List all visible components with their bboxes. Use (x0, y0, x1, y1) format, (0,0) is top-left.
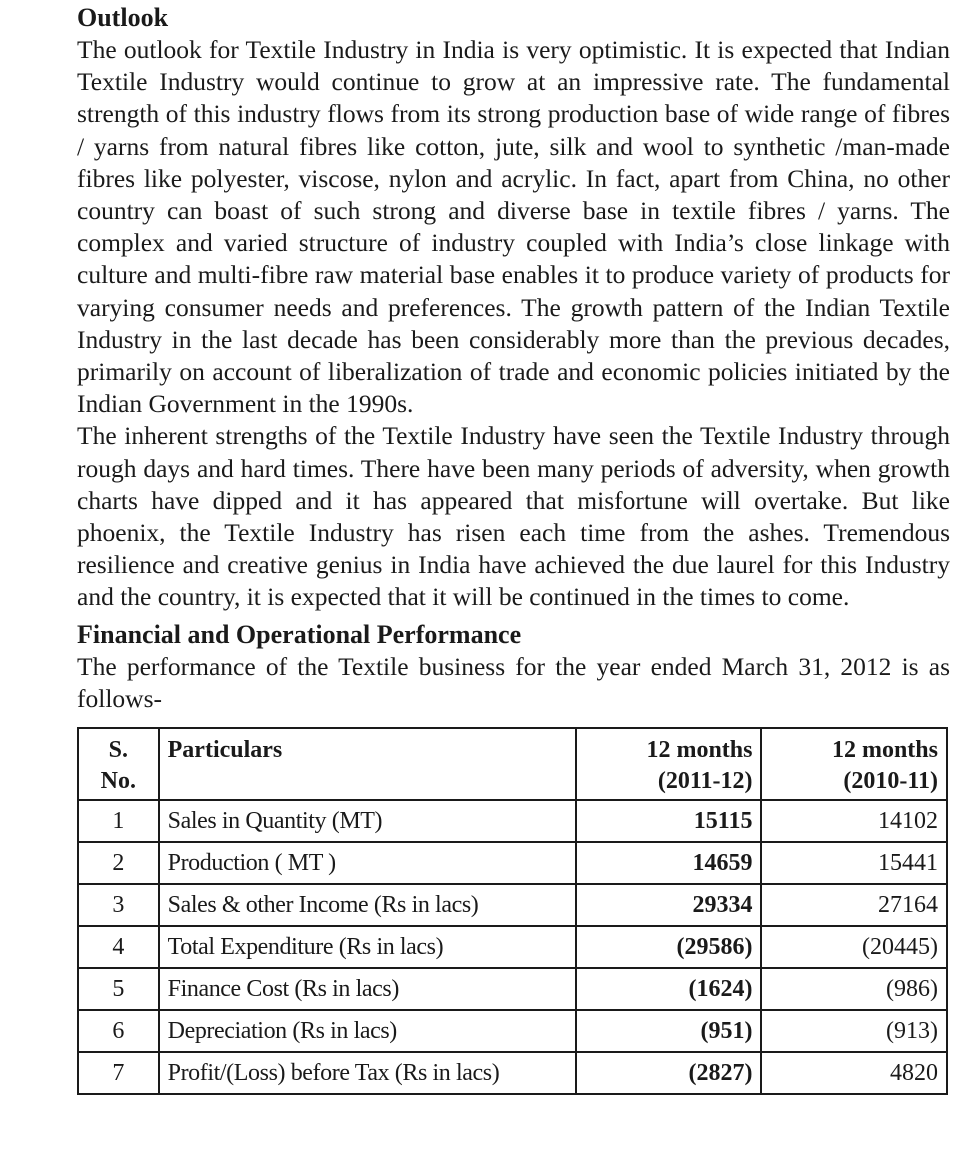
cell-previous: (20445) (761, 926, 947, 968)
cell-current: 15115 (576, 800, 761, 842)
cell-particulars: Depreciation (Rs in lacs) (159, 1010, 576, 1052)
outlook-heading: Outlook (77, 3, 169, 32)
cell-particulars: Sales in Quantity (MT) (159, 800, 576, 842)
cell-sno: 1 (78, 800, 159, 842)
outlook-paragraph-2: The inherent strengths of the Textile Industry have seen the Textile Industry through rough days and hard times. There have been many periods of adversity, when growth charts have dipped and it has appeared that misfortune will overtake. But like phoenix, the Textile Industry has risen each time from the ashes. Tremendous resilience and creative genius in India have achieved the due laurel for this Industry and the country, it is expected that it will be continued in the times to come. (77, 421, 950, 612)
cell-current: (2827) (576, 1052, 761, 1094)
table-row (78, 842, 947, 884)
table-row (78, 884, 947, 926)
cell-sno: 6 (78, 1010, 159, 1052)
cell-sno: 7 (78, 1052, 159, 1094)
header-current-year: 12 months (2011-12) (576, 728, 761, 800)
cell-particulars: Finance Cost (Rs in lacs) (159, 968, 576, 1010)
cell-sno: 4 (78, 926, 159, 968)
cell-previous: 4820 (761, 1052, 947, 1094)
header-particulars: Particulars (159, 728, 576, 800)
cell-particulars: Sales & other Income (Rs in lacs) (159, 884, 576, 926)
cell-current: (29586) (576, 926, 761, 968)
cell-sno: 5 (78, 968, 159, 1010)
header-sno: S. No. (78, 728, 159, 800)
cell-previous: 27164 (761, 884, 947, 926)
financial-intro: The performance of the Textile business for the year ended March 31, 2012 is as follows- (77, 651, 950, 713)
table-row (78, 926, 947, 968)
table-row (78, 1010, 947, 1052)
financial-heading: Financial and Operational Performance (77, 619, 522, 649)
cell-previous: 15441 (761, 842, 947, 884)
table-row (78, 800, 947, 842)
cell-current: 29334 (576, 884, 761, 926)
table-row (78, 1052, 947, 1094)
cell-sno: 3 (78, 884, 159, 926)
cell-previous: 14102 (761, 800, 947, 842)
outlook-paragraph-1: The outlook for Textile Industry in India is very optimistic. It is expected that Indian Textile Industry would continue to grow at an impressive rate. The fundamental strength of this industry flows from its strong production base of wide range of fibres / yarns from natural fibres like cotton, jute, silk and wool to synthetic /man-made fibres like polyester, viscose, nylon and acrylic. In fact, apart from China, no other country can boast of such strong and diverse base in textile fibres / yarns. The complex and varied structure of industry coupled with India’s close linkage with culture and multi-fibre raw material base enables it to produce variety of products for varying consumer needs and preferences. The growth pattern of the Indian Textile Industry in the last decade has been considerably more than the previous decades, primarily on account of liberalization of trade and economic policies initiated by the Indian Government in the 1990s. (77, 35, 950, 419)
cell-previous: (986) (761, 968, 947, 1010)
table-header-row (78, 728, 947, 800)
cell-particulars: Total Expenditure (Rs in lacs) (159, 926, 576, 968)
cell-particulars: Profit/(Loss) before Tax (Rs in lacs) (159, 1052, 576, 1094)
cell-current: 14659 (576, 842, 761, 884)
cell-current: (1624) (576, 968, 761, 1010)
performance-table (77, 727, 948, 1095)
cell-previous: (913) (761, 1010, 947, 1052)
cell-particulars: Production ( MT ) (159, 842, 576, 884)
table-row (78, 968, 947, 1010)
cell-current: (951) (576, 1010, 761, 1052)
header-previous-year: 12 months (2010-11) (761, 728, 947, 800)
cell-sno: 2 (78, 842, 159, 884)
